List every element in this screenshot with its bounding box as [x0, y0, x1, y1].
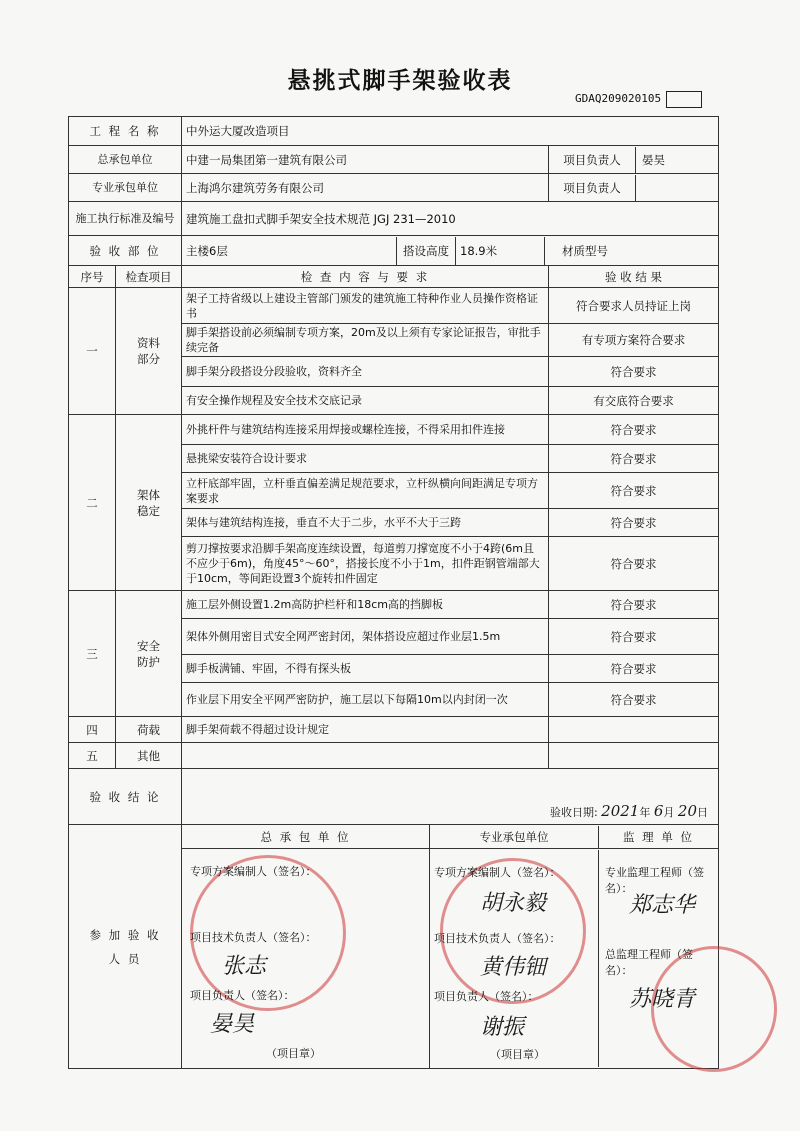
check-content: 架体与建筑结构连接，垂直不大于二步，水平不大于三跨 — [182, 509, 549, 537]
supervision-line1: 专业监理工程师（签名）： — [605, 866, 704, 895]
check-content: 外挑杆件与建筑结构连接采用焊接或螺栓连接，不得采用扣件连接 — [182, 415, 549, 445]
document-number-box — [666, 91, 702, 108]
supervision-chief-signature: 苏晓青 — [629, 987, 696, 1012]
check-result — [549, 717, 719, 743]
document-title: 悬挑式脚手架验收表 — [287, 68, 513, 94]
project-manager-label: 项目负责人 — [549, 147, 636, 173]
col-no: 序号 — [69, 266, 116, 288]
date-label: 验收日期: — [549, 806, 598, 819]
check-result: 有专项方案符合要求 — [549, 324, 719, 357]
group-number: 一 — [69, 288, 116, 415]
project-name: 中外运大厦改造项目 — [182, 117, 719, 146]
general-line3: 项目负责人（签名）： — [190, 989, 295, 1002]
check-content: 施工层外侧设置1.2m高防护栏杆和18cm高的挡脚板 — [182, 591, 549, 619]
check-content: 作业层下用安全平网严密防护，施工层以下每隔10m以内封闭一次 — [182, 683, 549, 717]
check-result: 有交底符合要求 — [549, 387, 719, 415]
check-result: 符合要求 — [549, 619, 719, 655]
participants-label: 参 加 验 收 人 员 — [69, 825, 182, 1069]
group-number: 三 — [69, 591, 116, 717]
check-result: 符合要求 — [549, 357, 719, 387]
check-content: 立杆底部牢固，立杆垂直偏差满足规范要求，立杆纵横向间距满足专项方案要求 — [182, 473, 549, 509]
general-contractor: 中建一局集团第一建筑有限公司 — [182, 146, 549, 174]
check-row — [69, 743, 719, 769]
check-result — [549, 743, 719, 769]
general-header: 总 承 包 单 位 — [182, 825, 430, 849]
sub-contractor-label: 专业承包单位 — [69, 174, 182, 202]
height-label: 搭设高度 — [396, 237, 456, 265]
project-manager: 晏昊 — [642, 152, 665, 167]
col-result: 验 收 结 果 — [549, 266, 719, 288]
standard-label: 施工执行标准及编号 — [69, 202, 182, 236]
sub-contractor: 上海鸿尔建筑劳务有限公司 — [182, 174, 549, 202]
month-unit: 月 — [663, 806, 675, 819]
document-number: GDAQ209020105 — [575, 92, 662, 105]
check-result: 符合要求 — [549, 655, 719, 683]
group-number: 四 — [69, 717, 116, 743]
date-year: 2021 — [601, 802, 640, 820]
general-contractor-label: 总承包单位 — [69, 146, 182, 174]
check-content: 脚手架荷载不得超过设计规定 — [182, 717, 549, 743]
check-result: 符合要求 — [549, 415, 719, 445]
check-result: 符合要求人员持证上岗 — [549, 288, 719, 324]
sub-line1: 专项方案编制人（签名）： — [434, 866, 561, 879]
group-name: 荷载 — [116, 717, 182, 743]
sub-pm-signature: 谢振 — [480, 1015, 525, 1040]
check-row — [69, 717, 719, 743]
check-content — [182, 743, 549, 769]
check-row — [69, 288, 719, 324]
sub-signature-cell — [430, 850, 599, 1067]
part-label: 验 收 部 位 — [69, 236, 182, 266]
material-label: 材质型号 — [544, 237, 625, 265]
group-number: 二 — [69, 415, 116, 591]
check-result: 符合要求 — [549, 445, 719, 473]
sub-tech-signature: 黄伟钿 — [480, 955, 547, 980]
check-result: 符合要求 — [549, 683, 719, 717]
supervision-eng-signature: 郑志华 — [629, 893, 696, 918]
supervision-header: 监 理 单 位 — [623, 829, 694, 844]
check-content: 有安全操作规程及安全技术交底记录 — [182, 387, 549, 415]
date-day: 20 — [677, 802, 697, 820]
part: 主楼6层 — [186, 243, 228, 258]
check-content: 脚手架搭设前必须编制专项方案，20m及以上须有专家论证报告，审批手续完备 — [182, 324, 549, 357]
check-content: 剪刀撑按要求沿脚手架高度连续设置，每道剪刀撑宽度不小于4跨(6m且不应少于6m)，角度45°～60°，搭接长度不小于1m，扣件距钢管端部大于10cm，等间距设置3个旋转扣件固定 — [182, 537, 549, 591]
col-content: 检 查 内 容 与 要 求 — [182, 266, 549, 288]
check-result: 符合要求 — [549, 591, 719, 619]
group-name: 架体 稳定 — [116, 415, 182, 591]
supervision-line2: 总监理工程师（签名）： — [605, 948, 693, 977]
check-content: 架子工持省级以上建设主管部门颁发的建筑施工特种作业人员操作资格证书 — [182, 288, 549, 324]
group-name: 资料 部分 — [116, 288, 182, 415]
check-content: 架体外侧用密目式安全网严密封闭，架体搭设应超过作业层1.5m — [182, 619, 549, 655]
check-content: 脚手板满铺、牢固，不得有探头板 — [182, 655, 549, 683]
date-month: 6 — [653, 802, 664, 820]
sub-header: 专业承包单位 — [430, 826, 599, 848]
sub-seal-note: （项目章） — [490, 1048, 545, 1061]
general-signature-cell — [182, 849, 430, 1069]
standard: 建筑施工盘扣式脚手架安全技术规范 JGJ 231—2010 — [182, 202, 719, 236]
height: 18.9米 — [460, 243, 498, 258]
acceptance-table — [68, 116, 719, 1069]
conclusion-cell — [182, 769, 719, 825]
check-result: 符合要求 — [549, 537, 719, 591]
general-pm-signature: 晏昊 — [210, 1012, 255, 1037]
general-line1: 专项方案编制人（签名）： — [190, 865, 317, 878]
sub-prep-signature: 胡永毅 — [480, 891, 547, 916]
year-unit: 年 — [639, 806, 651, 819]
sub-manager-label: 项目负责人 — [549, 175, 636, 201]
day-unit: 日 — [697, 806, 708, 819]
conclusion-label: 验 收 结 论 — [69, 769, 182, 825]
project-name-label: 工 程 名 称 — [69, 117, 182, 146]
group-number: 五 — [69, 743, 116, 769]
check-content: 悬挑梁安装符合设计要求 — [182, 445, 549, 473]
col-item: 检查项目 — [116, 266, 182, 288]
check-result: 符合要求 — [549, 473, 719, 509]
check-result: 符合要求 — [549, 509, 719, 537]
general-line2: 项目技术负责人（签名）： — [190, 931, 317, 944]
group-name: 其他 — [116, 743, 182, 769]
sub-line2: 项目技术负责人（签名）： — [434, 932, 561, 945]
sub-line3: 项目负责人（签名）： — [434, 990, 539, 1003]
general-seal-note: （项目章） — [266, 1047, 321, 1060]
conclusion-row — [69, 769, 719, 825]
check-row — [69, 591, 719, 619]
acceptance-date — [550, 802, 708, 820]
check-content: 脚手架分段搭设分段验收，资料齐全 — [182, 357, 549, 387]
group-name: 安全 防护 — [116, 591, 182, 717]
general-tech-signature: 张志 — [222, 954, 267, 979]
check-row — [69, 415, 719, 445]
supervision-signature-cell — [599, 850, 718, 1067]
